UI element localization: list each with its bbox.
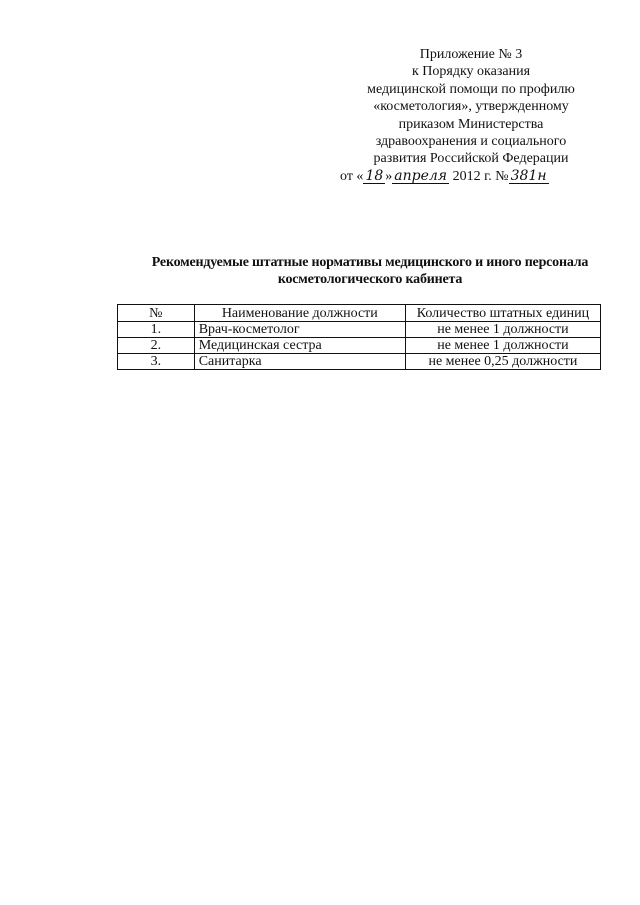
handwritten-month: апреля: [394, 167, 448, 184]
date-year: 2012 г. №: [452, 168, 509, 184]
row-number: 2.: [118, 338, 195, 354]
table-row: [118, 338, 601, 354]
document-title: [100, 254, 640, 288]
header-quantity: Количество штатных единиц: [405, 305, 600, 322]
row-position: Санитарка: [194, 354, 405, 370]
appendix-line: к Порядку оказания: [411, 64, 531, 80]
date-prefix: от «: [340, 168, 364, 184]
row-quantity: не менее 1 должности: [405, 322, 600, 338]
date-separator: »: [385, 168, 393, 184]
appendix-line: развития Российской Федерации: [373, 151, 569, 167]
row-position: Врач-косметолог: [194, 322, 405, 338]
appendix-line: приказом Министерства: [398, 116, 544, 132]
table-row: [118, 322, 601, 338]
appendix-line: «косметология», утвержденному: [373, 99, 569, 115]
appendix-line: Приложение № 3: [419, 47, 523, 62]
row-number: 1.: [118, 322, 195, 338]
appendix-line: медицинской помощи по профилю: [367, 81, 575, 97]
staffing-table: [117, 304, 601, 370]
header-number: №: [118, 305, 195, 322]
row-quantity: не менее 1 должности: [405, 338, 600, 354]
row-quantity: не менее 0,25 должности: [405, 354, 600, 370]
title-line-2: косметологического кабинета: [277, 272, 463, 287]
table-row: [118, 354, 601, 370]
row-number: 3.: [118, 354, 195, 370]
handwritten-day: 18: [365, 167, 384, 184]
appendix-line: здравоохранения и социального: [375, 134, 567, 150]
handwritten-order-number: 381н: [510, 167, 547, 184]
appendix-block: [340, 46, 602, 185]
order-date-line: [340, 168, 602, 185]
header-position: Наименование должности: [194, 305, 405, 322]
row-position: Медицинская сестра: [194, 338, 405, 354]
table-header-row: [118, 305, 601, 322]
title-line-1: Рекомендуемые штатные нормативы медицинского и иного персонала: [151, 255, 589, 270]
